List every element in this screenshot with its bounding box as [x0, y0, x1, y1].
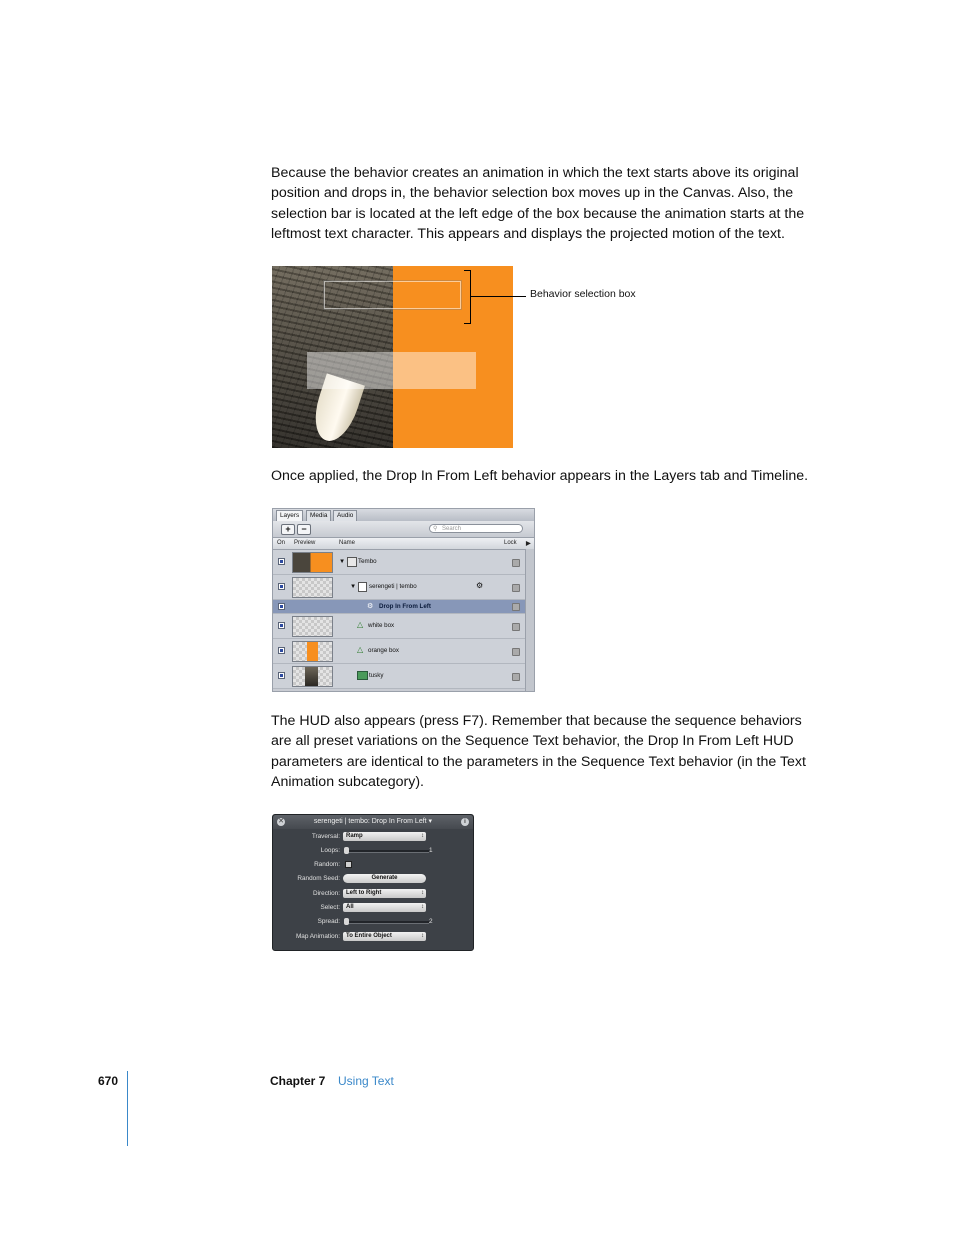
layers-panel [272, 508, 535, 692]
lock-icon[interactable] [512, 648, 520, 656]
close-icon[interactable]: ✕ [278, 818, 284, 825]
param-label: Map Animation: [295, 933, 340, 940]
map-animation-popup[interactable]: To Entire Object ↕ [343, 932, 426, 941]
behavior-icon: ⚙ [367, 603, 374, 610]
layer-name[interactable]: orange box [368, 647, 399, 654]
chapter-title-link[interactable]: Using Text [338, 1074, 394, 1088]
panel-tabs [273, 509, 534, 521]
body-paragraph: Because the behavior creates an animation in which the text starts above its original position and drops in, the behavior selection box moves up in the Canvas. Also, the selection bar is located at the left edge of the box because the animation starts at the leftmost text character. This appears and displays the projected motion of the text. [271, 165, 805, 243]
lock-icon[interactable] [512, 673, 520, 681]
layer-checkbox[interactable] [278, 603, 285, 610]
layer-thumbnail [292, 577, 333, 598]
lock-icon[interactable] [512, 623, 520, 631]
random-checkbox[interactable] [345, 861, 352, 868]
param-random [273, 859, 473, 871]
param-loops [273, 845, 473, 857]
callout-line [470, 296, 526, 297]
behavior-selection-box [324, 281, 461, 309]
direction-popup[interactable]: Left to Right ↕ [343, 889, 426, 898]
layer-thumbnail [292, 666, 333, 687]
lock-icon[interactable] [512, 603, 520, 611]
param-direction [273, 888, 473, 900]
hud-title[interactable]: serengeti | tembo: Drop In From Left ▾ [313, 818, 433, 825]
image-layer-icon [357, 671, 368, 680]
layer-row-white-box[interactable] [273, 614, 525, 639]
param-label: Spread: [317, 918, 340, 925]
shape-icon: △ [357, 645, 364, 654]
generate-button[interactable]: Generate [343, 874, 426, 883]
vertical-scrollbar[interactable] [525, 549, 535, 692]
tab-media[interactable]: Media [306, 510, 331, 521]
search-icon: ⚲ [433, 526, 438, 532]
spread-slider[interactable] [345, 921, 429, 924]
elephant-swatch [305, 667, 318, 686]
layer-row-text[interactable] [273, 575, 525, 600]
loops-value[interactable]: 1 [429, 847, 433, 854]
layer-name[interactable]: serengeti | tembo [369, 583, 417, 590]
layer-row-tusky[interactable] [273, 664, 525, 689]
body-paragraph: Once applied, the Drop In From Left behavior appears in the Layers tab and Timeline. [271, 468, 809, 484]
shape-icon: △ [357, 620, 364, 629]
spread-value[interactable]: 2 [429, 918, 433, 925]
layer-row-tembo[interactable] [273, 550, 525, 575]
lock-icon[interactable] [512, 584, 520, 592]
select-popup[interactable]: All ↕ [343, 903, 426, 912]
column-header [273, 538, 534, 550]
search-placeholder: Search [442, 526, 462, 532]
traversal-popup[interactable]: Ramp ↕ [343, 832, 426, 841]
callout-label: Behavior selection box [530, 288, 636, 300]
canvas-figure [272, 266, 513, 448]
layer-checkbox[interactable] [278, 558, 285, 565]
param-label: Traversal: [311, 833, 340, 840]
add-layer-button[interactable]: + [281, 524, 295, 535]
hud-window [272, 814, 474, 951]
param-spread [273, 916, 473, 928]
param-map-animation [273, 931, 473, 943]
spread-slider-knob[interactable] [344, 918, 349, 925]
layer-thumbnail [292, 552, 333, 573]
header-on[interactable]: On [277, 540, 286, 546]
text-layer-icon [358, 582, 367, 592]
layer-thumbnail [292, 641, 333, 662]
chapter-label: Chapter 7 [270, 1074, 326, 1088]
param-label: Select: [320, 904, 340, 911]
orange-swatch [307, 642, 318, 661]
layers-toolbar [273, 521, 534, 538]
loops-slider-knob[interactable] [344, 847, 349, 854]
info-icon[interactable]: i [461, 818, 469, 826]
layer-checkbox[interactable] [278, 647, 285, 654]
layer-row-behavior[interactable] [273, 600, 525, 614]
param-label: Loops: [320, 847, 340, 854]
layer-checkbox[interactable] [278, 672, 285, 679]
hud-titlebar[interactable] [273, 815, 473, 829]
param-label: Random: [314, 861, 340, 868]
param-random-seed [273, 873, 473, 885]
body-paragraph: The HUD also appears (press F7). Remember that because the sequence behaviors are all preset variations on the Sequence Text behavior, the Drop In From Left HUD parameters are identical to the parameters in the Sequence Text behavior (in the Text Animation subcategory). [271, 713, 806, 791]
expand-arrow-icon[interactable]: ▶ [526, 541, 531, 547]
layer-name[interactable]: white box [368, 622, 395, 629]
header-name[interactable]: Name [339, 540, 356, 546]
white-box-layer [307, 352, 476, 389]
layer-name[interactable]: Tembo [358, 558, 377, 565]
layer-thumbnail [292, 616, 333, 637]
lock-icon[interactable] [512, 559, 520, 567]
search-input[interactable] [429, 524, 523, 533]
layer-checkbox[interactable] [278, 622, 285, 629]
tab-audio[interactable]: Audio [333, 510, 357, 521]
callout-bracket [464, 270, 471, 324]
param-label: Direction: [313, 890, 340, 897]
footer-rule [127, 1071, 128, 1146]
loops-slider[interactable] [345, 850, 429, 853]
layer-checkbox[interactable] [278, 583, 285, 590]
remove-layer-button[interactable]: − [297, 524, 311, 535]
group-icon [347, 557, 357, 567]
header-lock[interactable]: Lock [504, 540, 517, 546]
param-label: Random Seed: [297, 875, 340, 882]
tab-layers[interactable]: Layers [276, 510, 303, 521]
header-preview[interactable]: Preview [294, 540, 316, 546]
layer-name[interactable]: Drop In From Left [379, 603, 431, 610]
disclosure-triangle-icon[interactable]: ▼ [350, 583, 357, 590]
layer-row-orange-box[interactable] [273, 639, 525, 664]
param-traversal [273, 831, 473, 843]
param-select [273, 902, 473, 914]
disclosure-triangle-icon[interactable]: ▼ [339, 558, 346, 565]
gear-icon[interactable]: ⚙ [476, 581, 484, 590]
layer-name[interactable]: tusky [369, 672, 384, 679]
page-number: 670 [98, 1074, 119, 1088]
